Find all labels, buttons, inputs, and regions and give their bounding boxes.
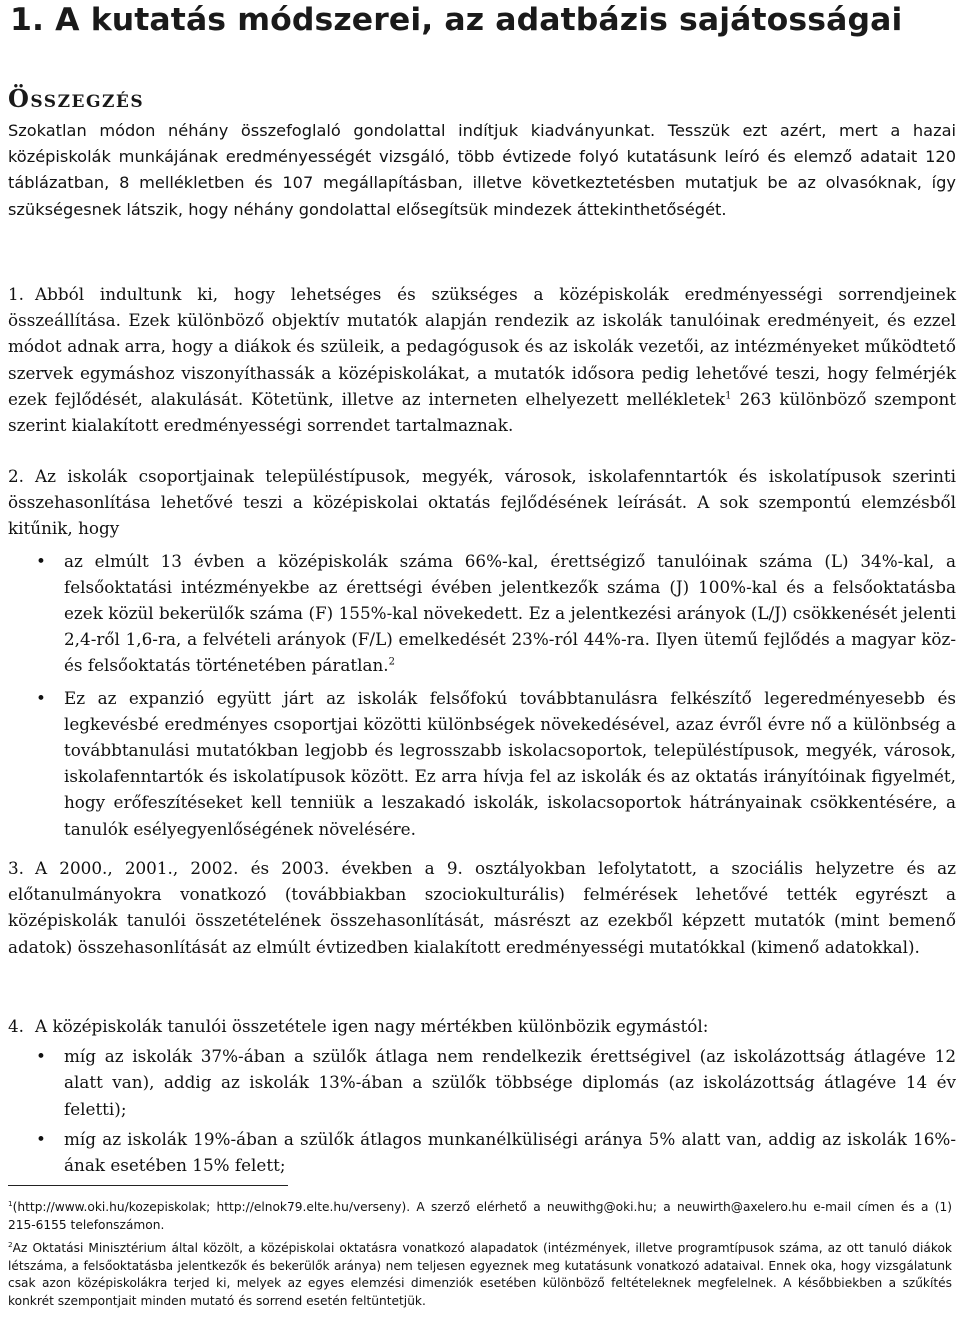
list-item-text: az elmúlt 13 évben a középiskolák száma 66%-kal, érettségiző tanulóinak száma (L) 34%-kal, a felsőoktatási intézményekbe az érettségi évében jelentkezők száma (J) 100%-kal és a felsőoktatásba ezek közül bekerülők száma (F) 155%-kal növekedett. Ez a jelentkezési arányok (L/J) csökkenését jelenti 2,4-ről 1,6-ra, a felvételi arányok (F/L) emelkedését 23%-ról 44%-ra. Ilyen ütemű fejlődés a magyar köz- és felsőoktatás történetében páratlan. — [64, 550, 956, 676]
list-item — [8, 1043, 956, 1122]
footnote-1 — [8, 1199, 952, 1234]
section-heading: Összegzés — [8, 84, 145, 113]
item-number: 4. — [8, 1016, 25, 1036]
intro-paragraph: Szokatlan módon néhány összefoglaló gondolattal indítjuk kiadványunkat. Tesszük ezt azért, mert a hazai középiskolák munkájának eredményességét vizsgáló, több évtizede folyó kutatásunk leíró és elemző adatait 120 táblázatban, 8 mellékletben és 107 megállapításban, illetve következtetésben mutatjuk be az olvasóknak, így szükségesnek látszik, hogy néhány gondolattal elősegítsük mindezek áttekinthetőségét. — [8, 121, 956, 219]
numbered-item-1 — [8, 281, 956, 438]
footnote-text: (http://www.oki.hu/kozepiskolak; http://elnok79.elte.hu/verseny). A szerző elérhető a neuwithg@oki.hu; a neuwirth@axelero.hu e-mail címen és a (1) 215-6155 telefonszámon. — [8, 1200, 952, 1232]
bullet-icon: • — [36, 1046, 46, 1067]
page-title: 1. A kutatás módszerei, az adatbázis sajátosságai — [10, 2, 903, 38]
footnote-divider — [8, 1185, 288, 1186]
item-number: 1. — [8, 284, 25, 304]
bullet-icon: • — [36, 550, 46, 571]
footnote-2 — [8, 1240, 952, 1310]
footnote-ref-1[interactable]: 1 — [725, 390, 732, 402]
list-item — [8, 685, 956, 842]
numbered-item-3 — [8, 855, 956, 960]
footnote-text: Az Oktatási Minisztérium által közölt, a középiskolai oktatásra vonatkozó alapadatok (intézmények, illetve programtípusok száma, az ott tanuló diákok létszáma, a felsőoktatásba jelentkezők és bekerülők aránya) nem teljesen egyeznek meg kutatásunk vonatkozó adataival. Ennek oka, hogy vizsgálatunk csak azon középiskolákra terjed ki, melyek az egyes elemzési dimenziók esetében különböző feltételeknek megfelelnek. A későbbiekben a szűkítés konkrét szempontjait minden mutató és sorrend esetén feltüntetjük. — [8, 1241, 952, 1308]
item-text: Az iskolák csoportjainak településtípusok, megyék, városok, iskolafenntartók és iskolatípusok szerinti összehasonlítása lehetővé teszi a középiskolai oktatás fejlődésének leírását. A sok szempontú elemzésből kitűnik, hogy — [8, 466, 956, 539]
item-text: A középiskolák tanulói összetétele igen nagy mértékben különbözik egymástól: — [35, 1016, 709, 1036]
item-number: 3. — [8, 858, 25, 878]
item-text: A 2000., 2001., 2002. és 2003. években a 9. osztályokban lefolytatott, a szociális helyzetre és az előtanulmányokra vonatkozó (továbbiakban szociokulturális) felmérések lehetővé tették egyrészt a középiskolák tanulói összetételének összehasonlítását, másrészt az ezekből képzett mutatók (mint bemenő adatok) összehasonlítását az elmúlt évtizedben kialakított eredményességi mutatókkal (kimenő adatokkal). — [8, 858, 956, 957]
footnote-mark: 2 — [8, 1239, 13, 1249]
list-item-text: míg az iskolák 19%-ában a szülők átlagos munkanélküliségi aránya 5% alatt van, addig az iskolák 16%-ának esetében 15% felett; — [64, 1128, 956, 1176]
bullet-list — [8, 1043, 956, 1178]
item-text-continued: 263 különböző szempont szerint kialakított eredményességi sorrendet tartalmaznak. — [8, 388, 956, 436]
item-number: 2. — [8, 466, 25, 486]
bullet-icon: • — [36, 687, 46, 708]
numbered-item-2 — [8, 463, 956, 842]
list-item-text: míg az iskolák 37%-ában a szülők átlaga nem rendelkezik érettségivel (az iskolázottság átlagéve 12 alatt van), addig az iskolák 13%-ában a szülők többsége diplomás (az iskolázottság átlagéve 14 év feletti); — [64, 1046, 956, 1119]
footnote-mark: 1 — [8, 1198, 13, 1208]
bullet-icon: • — [36, 1128, 46, 1149]
numbered-item-4 — [8, 1013, 956, 1178]
list-item — [8, 1126, 956, 1178]
list-item — [8, 548, 956, 679]
list-item-text: Ez az expanzió együtt járt az iskolák felsőfokú továbbtanulásra felkészítő legeredményesebb és legkevésbé eredményes csoportjai közötti különbségek növekedésével, azaz évről évre nő a különbség a továbbtanulási mutatókban legjobb és legrosszabb iskolacsoportok, településtípusok, megyék, városok, iskolafenntartók és iskolatípusok között. Ez arra hívja fel az iskolák és az oktatás irányítóinak figyelmét, hogy erőfeszítéseket kell tenniük a leszakadó iskolák, iskolacsoportok hátrányainak csökkentésére, a tanulók esélyegyenlőségének növelésére. — [64, 687, 956, 839]
item-text: Abból indultunk ki, hogy lehetséges és szükséges a középiskolák eredményességi sorrendjeinek összeállítása. Ezek különböző objektív mutatók alapján rendezik az iskolák tanulóinak eredményeit, és ezzel módot adnak arra, hogy a diákok és szüleik, a pedagógusok és az iskolák vezetői, az intézményeket működtető szervek egymáshoz viszonyíthassák a középiskolákat, a mutatók idősora pedig lehetővé teszi, hogy felmérjék ezek fejlődését, alakulását. Kötetünk, illetve az interneten elhelyezett mellékletek — [8, 284, 956, 409]
footnote-ref-2[interactable]: 2 — [388, 656, 396, 668]
bullet-list — [8, 548, 956, 842]
